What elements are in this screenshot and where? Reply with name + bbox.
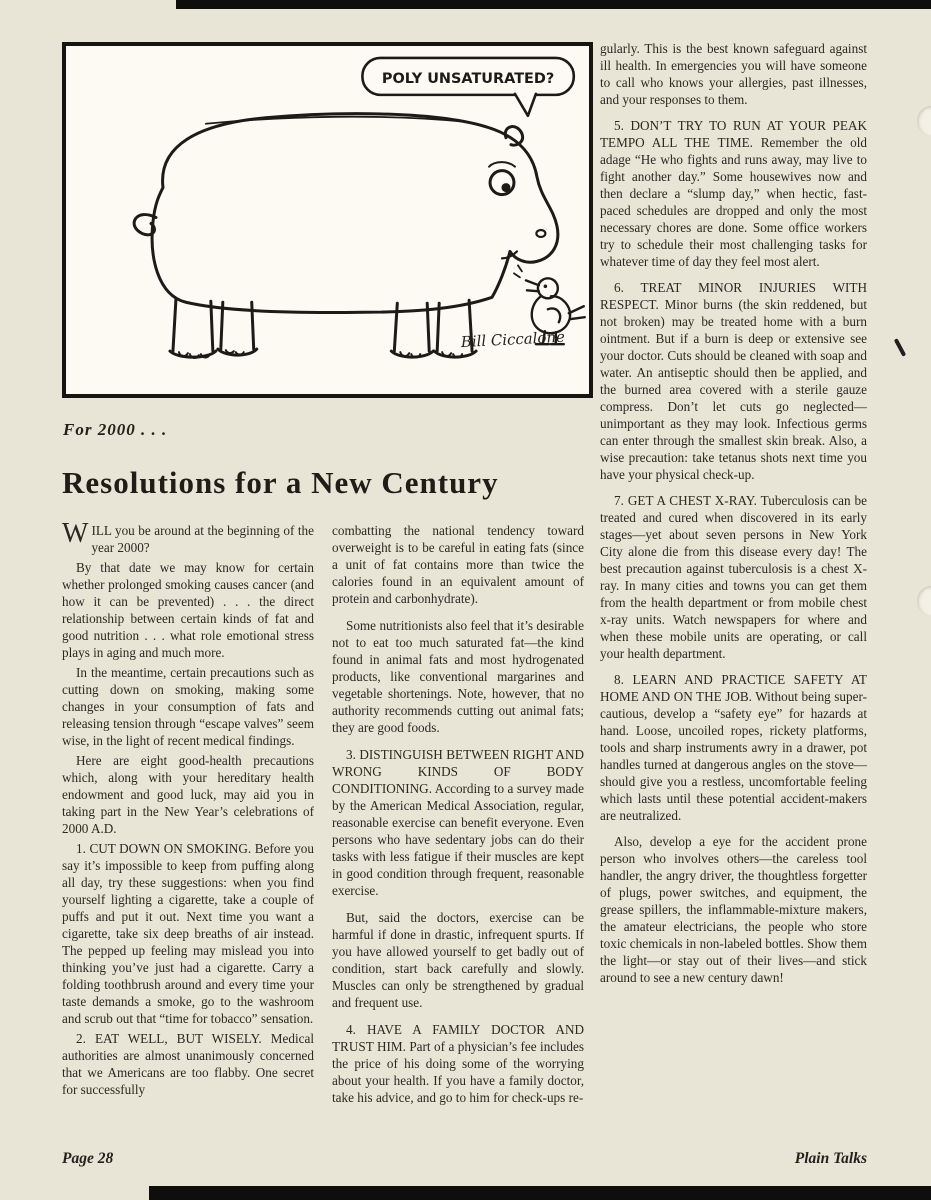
pen-mark: [894, 338, 906, 357]
hippo-cartoon: [66, 46, 589, 394]
paragraph: 6. TREAT MINOR INJURIES WITH RESPECT. Minor burns (the skin reddened, but not broken) may be treated home with a burn ointment. But if a burn is deep or extensive see your doctor. Cuts should be cleaned with soap and water. An antiseptic should then be applied, and the burned area covered with a sterile gauze compress. Don’t let cuts go neglected—unimportant as they may look. Infectious germs can enter through the smallest skin break. Also, a wise precaution: take tetanus shots next time you have your physical check-up.: [600, 280, 867, 482]
scan-edge-bottom: [149, 1186, 931, 1200]
hole-punch: [917, 586, 931, 616]
article-title: Resolutions for a New Century: [62, 465, 499, 500]
paragraph: 7. GET A CHEST X-RAY. Tuberculosis can be treated and cured when discovered in its early stages—yet about seven persons in New York City alone die from this disease every day! The best precaution against tuberculosis is a chest X-ray. In many cities and towns you can get them from the health department or from mobile chest x-ray units. Watch newspapers for where and when these mobile units are operating, or call your health department.: [600, 493, 867, 661]
article-kicker: For 2000 . . .: [63, 420, 168, 439]
paragraph: WILL you be around at the beginning of the year 2000?: [62, 518, 314, 555]
paragraph: 5. DON’T TRY TO RUN AT YOUR PEAK TEMPO ALL THE TIME. Remember the old adage “He who fights and runs away, may live to fight another day.” Some housewives now and then declare a “slump day,” when hectic, fast-paced schedules are dropped and only the most necessary chores are done. Some office workers try to schedule their most challenging tasks for whatever time of day they feel most alert.: [600, 118, 867, 269]
paragraph: combatting the national tendency toward overweight is to be careful in eating fats (since a unit of fat contains more than twice the calories found in an equivalent amount of protein and carbonhydrate).: [332, 523, 584, 606]
paragraph: Here are eight good-health precautions which, along with your hereditary health endowment and good luck, may aid you in taking part in the New Year’s celebrations of 2000 A.D.: [62, 753, 314, 836]
paragraph: 1. CUT DOWN ON SMOKING. Before you say it’s impossible to keep from puffing along all day, try these suggestions: when you find yourself lighting a cigarette, take a couple of puffs and put it out. Next time you want a cigarette, take six deep breaths of air instead. The pepped up feeling may mislead you into thinking you’ve just had a cigarette. Carry a folding toothbrush around and every time your taste demands a smoke, go to the washroom and scrub out that “time for tobacco” sensation.: [62, 841, 314, 1026]
paragraph: 2. EAT WELL, BUT WISELY. Medical authorities are almost unanimously concerned that we Americans are too flabby. One secret for successfully: [62, 1031, 314, 1097]
article-body: [62, 518, 584, 1116]
paragraph: By that date we may know for certain whether prolonged smoking causes cancer (and how it can be prevented) . . . the direct relationship between certain kinds of fat and good nutrition . . . what role emotional stress plays in aging and much more.: [62, 560, 314, 660]
paragraph: Some nutritionists also feel that it’s desirable not to eat too much saturated fat—the kind found in animal fats and most hydrogenated products, like conventional margarines and vegetable shortenings. Note, however, that no authority recommends cutting out animal fats; they are good foods.: [332, 618, 584, 735]
paragraph: Also, develop a eye for the accident prone person who involves others—the careless tool handler, the angry driver, the thoughtless forgetter of plugs, power switches, and equipment, the grease spillers, the inflammable-mixture makers, the amateur electricians, the people who store toxic chemicals in non-labeled bottles. Show them the light—or stay out of their lives—and stick around to see a new century dawn!: [600, 834, 867, 985]
paragraph: 3. DISTINGUISH BETWEEN RIGHT AND WRONG KINDS OF BODY CONDITIONING. According to a survey made by the American Medical Association, regular, reasonable exercise can benefit everyone. Even persons who have sedentary jobs can do their tasks with less fatigue if their muscles are kept in good condition through frequent, reasonable exercise.: [332, 747, 584, 898]
paragraph: 8. LEARN AND PRACTICE SAFETY AT HOME AND ON THE JOB. Without being super-cautious, develop a “safety eye” for hazards at hand. Loose, uncoiled ropes, rickety platforms, tools and sharp instruments awry in a drawer, pot handles turned at dangerous angles on the stove—should give you a restless, uncomfortable feeling which lasts until these potential accident-makers are neutralized.: [600, 672, 867, 823]
speech-bubble-text: POLY UNSATURATED?: [381, 70, 555, 87]
hippo-body: [152, 114, 558, 313]
publication-name: Plain Talks: [794, 1150, 867, 1167]
hippo-eye: [490, 171, 514, 195]
page-number: Page 28: [62, 1150, 114, 1167]
cartoonist-signature: Bill Ciccalone: [460, 327, 566, 352]
paragraph: 4. HAVE A FAMILY DOCTOR AND TRUST HIM. Part of a physician’s fee includes the price of his doing some of the worrying about your health. If you have a family doctor, take his advice, and go to him for check-ups re-: [332, 1022, 584, 1105]
hippo-tail: [134, 215, 156, 235]
cartoon-panel: [62, 42, 593, 398]
article-column-2: [332, 522, 584, 1116]
article-column-3: [600, 40, 867, 995]
paragraph: gularly. This is the best known safeguard against ill health. In emergencies you will have someone to call who knows your allergies, past illnesses, and your responses to them.: [600, 41, 867, 107]
paragraph: But, said the doctors, exercise can be harmful if done in drastic, infrequent spurts. If you have allowed yourself to get badly out of condition, start back carefully and slowly. Muscles can only be strengthened by gradual and frequent use.: [332, 910, 584, 1010]
scan-edge-top: [176, 0, 931, 9]
paragraph: In the meantime, certain precautions such as cutting down on smoking, making some changes in your consumption of fats and releasing tension through “escape valves” seem wise, in the light of recent medical findings.: [62, 665, 314, 748]
hole-punch: [917, 106, 931, 136]
page-footer: [62, 1150, 867, 1168]
hippo-nostril: [536, 230, 545, 237]
article-column-1: [62, 518, 314, 1116]
